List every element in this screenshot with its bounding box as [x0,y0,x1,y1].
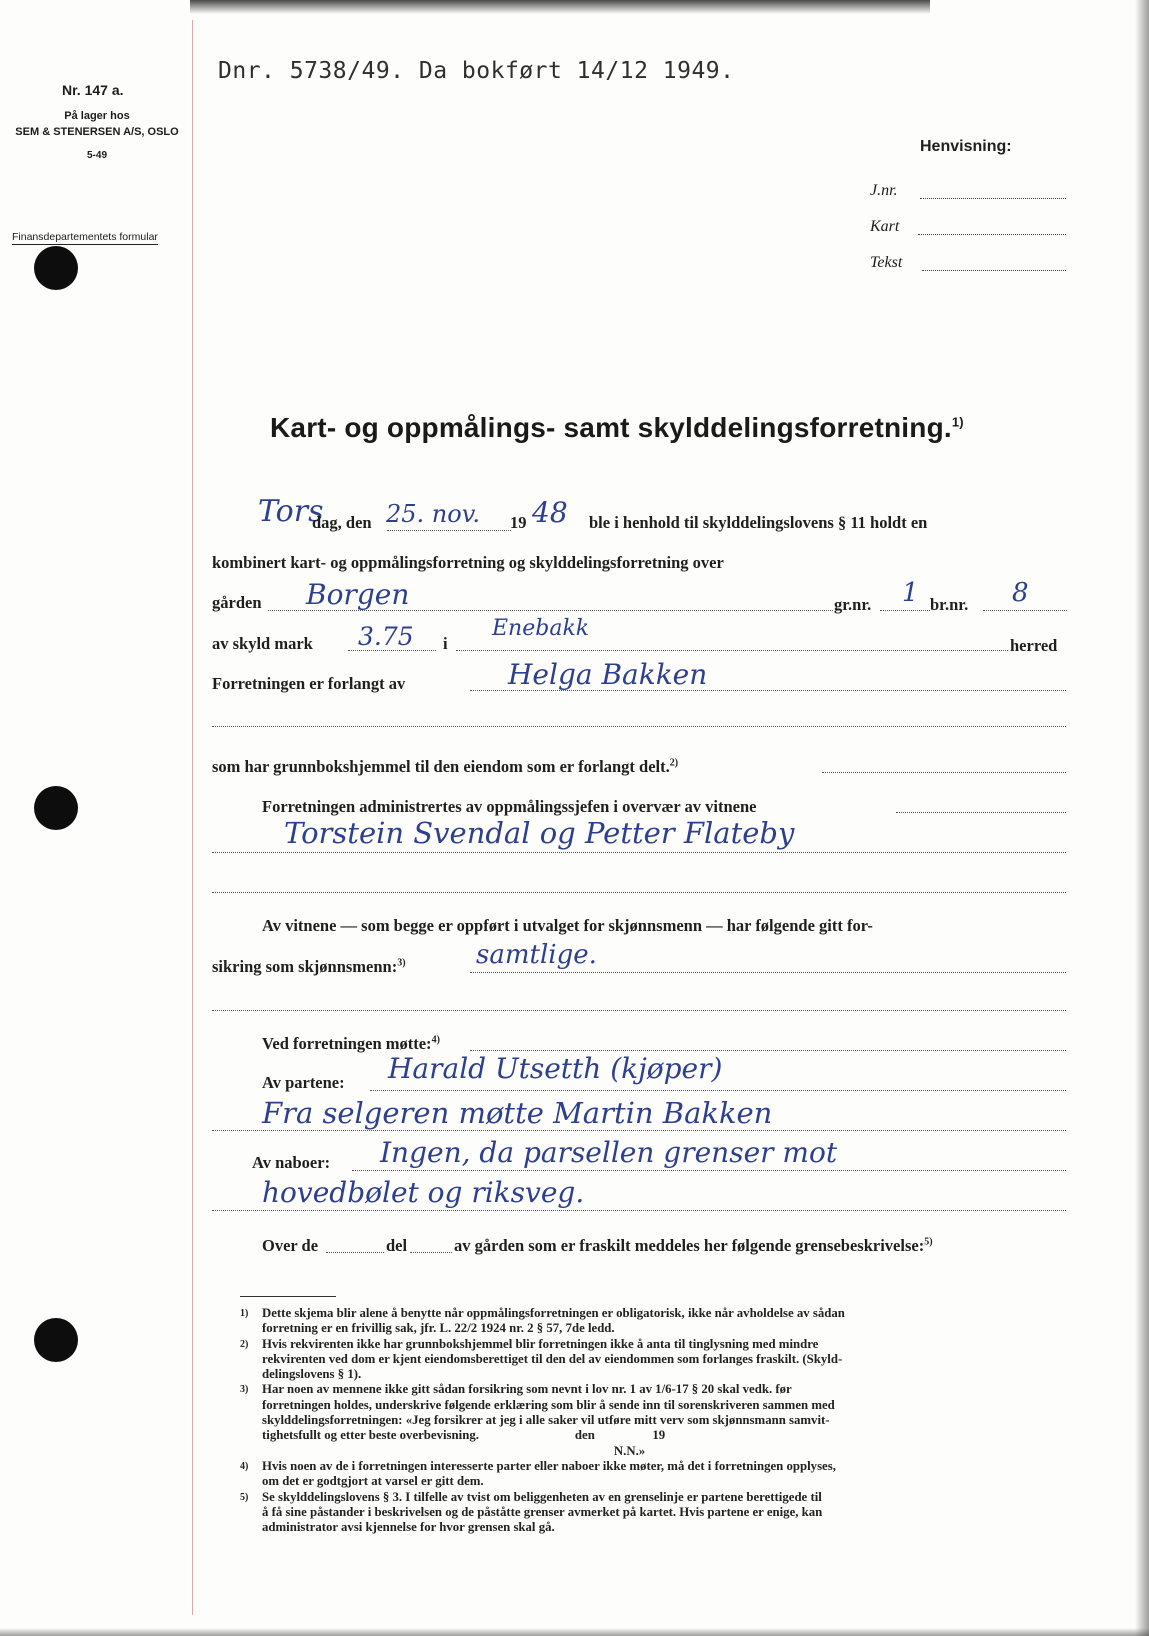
footnote-line: skylddelingsforretningen: «Jeg forsikrer at jeg i alle saker vil utføre mitt verv som skjønnsmann samvit- [262,1413,830,1428]
footnote [262,1444,1066,1459]
footnote-mark: 4) [240,1460,249,1472]
margin-rule [192,20,193,1615]
attendance-label [262,1034,440,1054]
footnote [240,1489,1066,1536]
assurance-line1: Av vitnene — som begge er oppført i utvalget for skjønnsmenn — har følgende gitt for- [262,916,873,935]
handwritten-seller: Fra selgeren møtte Martin Bakken [262,1096,773,1130]
footnote-line: forretning er en frivillig sak, jfr. L. 22/2 1924 nr. 2 § 57, 7de ledd. [262,1321,615,1336]
reference-jnr-field[interactable] [920,198,1066,199]
handwritten-year: 48 [532,496,568,529]
footnotes [240,1306,1066,1535]
reference-tekst-label: Tekst [870,254,903,271]
boundary-mark: 5) [924,1236,933,1248]
brnr-field[interactable] [983,610,1067,611]
punch-hole [34,786,78,830]
handwritten-municipality: Enebakk [492,616,590,641]
del-label: del [386,1236,408,1255]
neighbours-field[interactable] [352,1170,1066,1171]
parties-label: Av partene: [262,1073,345,1092]
handwritten-farm: Borgen [306,578,410,611]
footnote-line: om det er godtgjort at varsel er gitt dem. [262,1474,484,1489]
neighbours-label: Av naboer: [252,1153,331,1172]
footnote [240,1306,1066,1337]
reference-heading: Henvisning: [920,138,1012,155]
blank-line[interactable] [212,1010,1066,1011]
handwritten-neighbours-line2: hovedbølet og riksveg. [262,1176,585,1209]
administration-line: Forretningen administrertes av oppmålingssjefen i overvær av vitnene [262,797,757,816]
assurance-field[interactable] [470,972,1066,973]
witnesses-field[interactable] [896,812,1066,813]
form-number: Nr. 147 a. [62,82,124,98]
blank-line[interactable] [212,1130,1066,1131]
attendance-mark: 4) [431,1034,440,1046]
footnote-line: Dette skjema blir alene å benytte når oppmålingsforretningen er obligatorisk, ikke når avholdelse av sådan [262,1306,845,1320]
over-de-field[interactable] [326,1252,384,1253]
stock-line: SEM & STENERSEN A/S, OSLO [15,126,179,138]
over-de-label: Over de [262,1236,319,1255]
footnote-line: Har noen av mennene ikke gitt sådan forsikring som nevnt i lov nr. 1 av 1/6-17 § 20 skal vedk. før [262,1382,792,1397]
herred-label: herred [1010,636,1058,655]
footnote-line: delingslovens § 1). [262,1367,362,1382]
stock-line: På lager hos [64,110,130,122]
witnesses-line[interactable] [212,852,1066,853]
scan-edge-shadow [1135,0,1149,1636]
footnote-rule [240,1296,336,1297]
handwritten-skyld: 3.75 [358,622,414,651]
footnote-line: forretningen holdes, underskrive følgende erklæring som blir å sende inn til sorenskriveren sammen med [262,1397,835,1412]
registration-stamp: Dnr. 5738/49. Da bokført 14/12 1949. [218,58,735,84]
punch-hole [34,246,78,290]
deed-line [212,757,678,777]
footnote-mark: 3) [240,1384,249,1396]
footnote-line: Hvis rekvirenten ikke har grunnbokshjemmel blir forretningen ikke å anta til tinglysning med mindre [262,1336,819,1351]
deed-text: som har grunnbokshjemmel til den eiendom som er forlangt delt. [212,757,670,776]
footnote-line: Hvis noen av de i forretningen interesserte parter eller naboer ikke møter, må det i forretningen opplyses, [262,1458,836,1473]
assurance-line2 [212,957,406,977]
footnote-line: å få sine påstander i beskrivelsen og de påståtte grenser avmerket på kartet. Hvis partene er enige, kan [262,1504,823,1519]
statute-line: ble i henhold til skylddelingslovens § 11 holdt en [589,513,928,532]
blank-line[interactable] [212,1210,1066,1211]
title-footnote-mark: 1) [951,414,964,430]
footnote-line: administrator avsi kjennelse for hvor grensen skal gå. [262,1520,555,1535]
footnote-mark: 5) [240,1491,249,1503]
handwritten-assurance: samtlige. [476,940,597,970]
farm-label: gården [212,593,262,612]
scan-edge-shadow [0,1628,1149,1636]
deed-field[interactable] [822,772,1066,773]
combined-line: kombinert kart- og oppmålingsforretning og skylddelingsforretning over [212,553,724,572]
municipality-field[interactable] [456,650,1008,651]
reference-jnr-label: J.nr. [870,182,898,199]
blank-line[interactable] [212,726,1066,727]
brnr-label: br.nr. [930,595,969,614]
assurance-mark: 3) [397,957,406,969]
assurance-text: sikring som skjønnsmenn: [212,957,398,976]
footnote [240,1458,1066,1490]
handwritten-requester: Helga Bakken [508,658,708,691]
handwritten-witnesses: Torstein Svendal og Petter Flateby [284,816,795,850]
footnote-mark: 1) [240,1308,249,1319]
weekday-suffix-label: dag, den [312,513,372,532]
requester-label: Forretningen er forlangt av [212,674,406,693]
handwritten-date: 25. nov. [386,500,481,528]
reference-kart-field[interactable] [918,234,1066,235]
reference-kart-label: Kart [870,218,900,235]
date-field[interactable] [387,530,511,531]
handwritten-brnr: 8 [1012,578,1029,608]
footnote-line: tighetsfullt og etter beste overbevisning. den 19 [262,1428,666,1443]
grnr-label: gr.nr. [834,595,872,614]
blank-line[interactable] [212,892,1066,893]
footnote [240,1336,1066,1383]
handwritten-neighbours-line1: Ingen, da parsellen grenser mot [380,1136,838,1169]
footnote-line: N.N.» [262,1443,646,1458]
skyld-label: av skyld mark [212,634,313,653]
boundary-text: av gården som er fraskilt meddeles her følgende grensebeskrivelse: [454,1236,925,1255]
skyld-i-label: i [443,634,448,653]
grnr-field[interactable] [880,610,930,611]
page-title [270,412,964,444]
title-text: Kart- og oppmålings- samt skylddelingsforretning. [270,412,952,443]
attendance-field[interactable] [470,1050,1066,1051]
handwritten-parties: Harald Utsetth (kjøper) [388,1052,723,1085]
punch-hole [34,1318,78,1362]
reference-tekst-field[interactable] [922,270,1066,271]
footnote [240,1382,1066,1443]
parties-field[interactable] [370,1090,1066,1091]
del-field[interactable] [410,1252,452,1253]
edition: 5-49 [86,150,107,161]
attendance-text: Ved forretningen møtte: [262,1034,432,1053]
year-prefix: 19 [510,513,527,532]
boundary-line [454,1236,933,1256]
footnote-line: Se skylddelingslovens § 3. I tilfelle av tvist om beliggenheten av en grenselinje er partene berettigede til [262,1489,822,1504]
deed-mark: 2) [669,757,679,769]
footnote-line: rekvirenten ved dom er kjent eiendomsberettiget til den del av eiendommen som forlanges fraskilt. (Skyld- [262,1351,843,1366]
handwritten-grnr: 1 [902,578,919,608]
handwritten-weekday: Tors [258,494,324,529]
footnote-mark: 2) [240,1338,249,1350]
scan-edge-shadow [190,0,930,14]
ministry-label: Finansdepartementets formular [12,231,158,243]
